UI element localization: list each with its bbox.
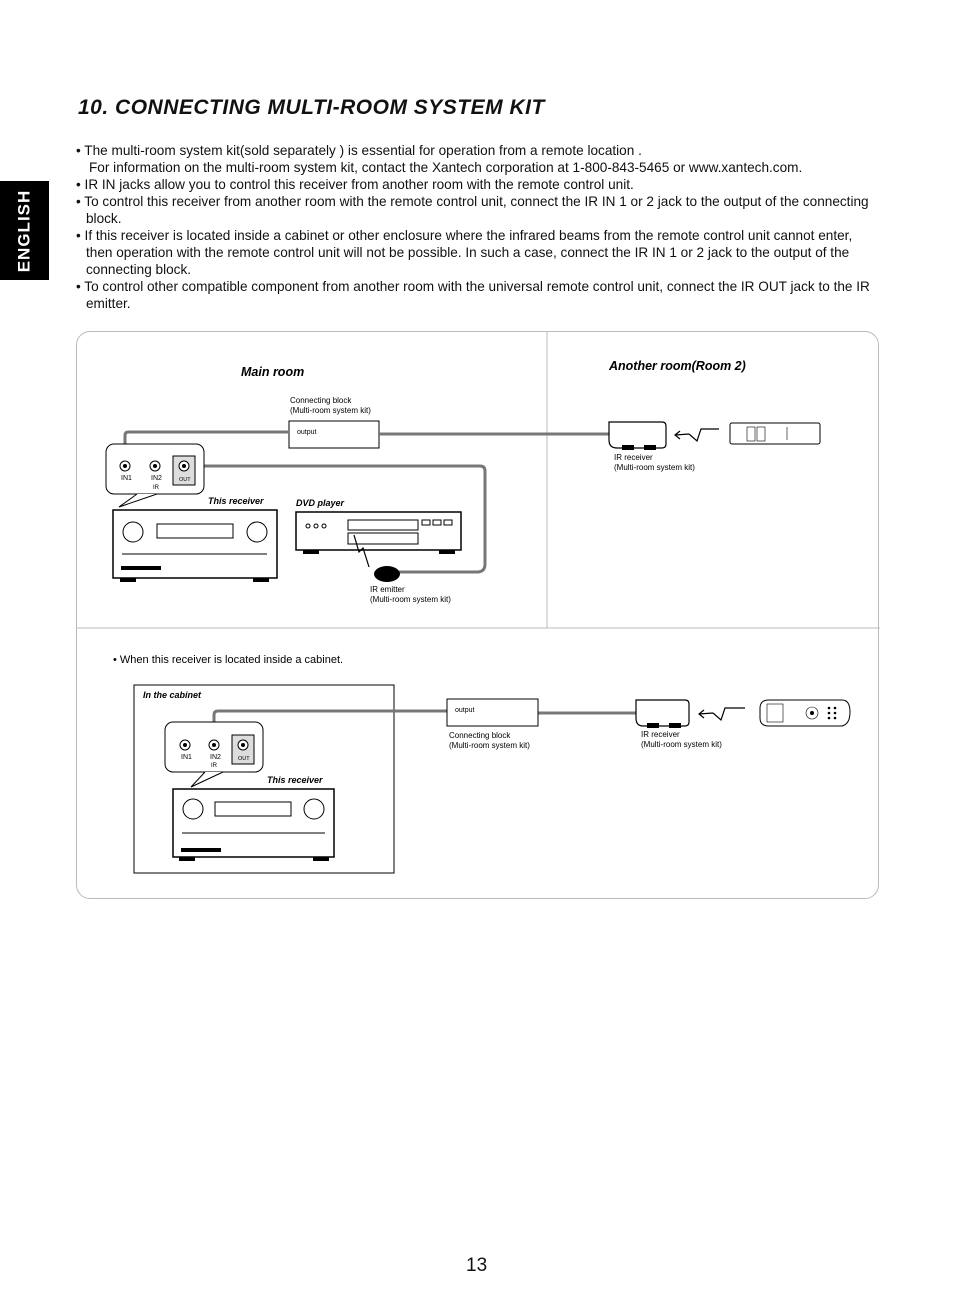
- output-label: output: [455, 707, 475, 714]
- page-number: 13: [466, 1255, 488, 1276]
- ir-receiver-label: IR receiver: [641, 730, 680, 739]
- jack-center: [212, 743, 216, 747]
- in1-label: IN1: [181, 754, 192, 761]
- out-label: OUT: [238, 756, 250, 762]
- connecting-block-sublabel: (Multi-room system kit): [449, 741, 530, 750]
- ir-emitter-sublabel: (Multi-room system kit): [370, 595, 451, 604]
- universal-remote-icon: [760, 700, 850, 726]
- ir-emitter-icon: [374, 566, 400, 582]
- ir-receiver-illustration: [636, 700, 689, 728]
- output-label: output: [297, 429, 317, 436]
- in-cabinet-label: In the cabinet: [143, 690, 202, 700]
- remote-control-icon: [730, 423, 820, 444]
- connection-diagram-svg: [77, 332, 880, 900]
- ir-receiver-label: IR receiver: [614, 453, 653, 462]
- ir-emitter-label: IR emitter: [370, 585, 405, 594]
- bullet-text: • The multi-room system kit(sold separately ) is essential for operation from a remote location .: [76, 143, 642, 158]
- ir-receiver-sublabel: (Multi-room system kit): [641, 740, 722, 749]
- jack-center: [182, 464, 186, 468]
- bullet-subtext: For information on the multi-room system kit, contact the Xantech corporation at 1-800-843-5465 or www.xantech.com.: [89, 160, 803, 175]
- connection-diagram: [76, 331, 879, 899]
- jack-center: [153, 464, 157, 468]
- jack-center: [123, 464, 127, 468]
- in1-label: IN1: [121, 475, 132, 482]
- another-room-label: Another room(Room 2): [609, 359, 746, 373]
- main-room-label: Main room: [241, 365, 305, 379]
- ir-receiver-illustration: [609, 422, 666, 450]
- language-tab: [0, 181, 49, 280]
- language-tab-label: ENGLISH: [14, 189, 34, 272]
- ir-label: IR: [153, 485, 159, 491]
- dvd-player-label: DVD player: [296, 498, 345, 508]
- bullet-item: • IR IN jacks allow you to control this receiver from another room with the remote control unit.: [76, 177, 634, 192]
- ir-beam-icon: [675, 429, 719, 441]
- this-receiver-label: This receiver: [267, 775, 323, 785]
- cabinet-note: • When this receiver is located inside a cabinet.: [113, 654, 344, 666]
- bullet-item: • If this receiver is located inside a cabinet or other enclosure where the infrared beams from the remote control unit cannot enter, then operation with the remote control unit will not be possible. In such a case, connect the IR IN 1 or 2 jack to the output of the connecting block.: [76, 228, 853, 277]
- connecting-block-sublabel: (Multi-room system kit): [290, 406, 371, 415]
- ir-receiver-sublabel: (Multi-room system kit): [614, 463, 695, 472]
- av-receiver-illustration: [113, 510, 277, 582]
- in2-label: IN2: [151, 475, 162, 482]
- ir-label: IR: [211, 763, 217, 769]
- jack-center: [183, 743, 187, 747]
- callout-pointer: [119, 494, 157, 507]
- bullet-item: • To control this receiver from another room with the remote control unit, connect the IR IN 1 or 2 jack to the output of the connecting block.: [76, 194, 869, 226]
- section-title: 10. CONNECTING MULTI-ROOM SYSTEM KIT: [78, 96, 545, 119]
- in2-label: IN2: [210, 754, 221, 761]
- connecting-block-label: Connecting block: [290, 396, 352, 405]
- ir-beam-icon: [699, 708, 745, 720]
- bullet-item: [76, 142, 876, 176]
- dvd-player-illustration: [296, 512, 461, 554]
- this-receiver-label: This receiver: [208, 496, 264, 506]
- connecting-block-label: Connecting block: [449, 731, 511, 740]
- bullet-item: • To control other compatible component from another room with the universal remote control unit, connect the IR OUT jack to the IR emitter.: [76, 279, 870, 311]
- av-receiver-illustration: [173, 789, 334, 861]
- jack-center: [241, 743, 245, 747]
- bullet-list: [76, 142, 876, 312]
- out-label: OUT: [179, 477, 191, 483]
